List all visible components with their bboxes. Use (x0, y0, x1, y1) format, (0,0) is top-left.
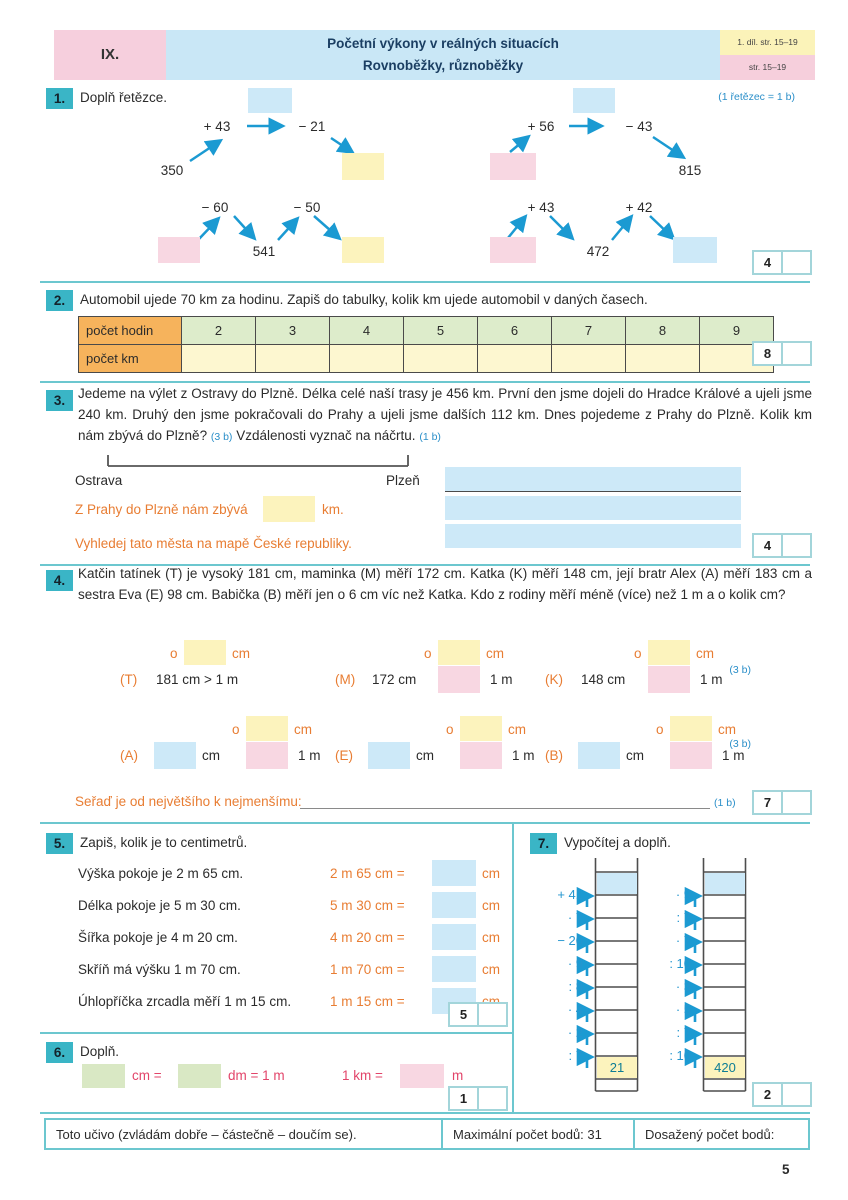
score-max-ex4: 7 (763, 795, 772, 810)
ladder1-op: · 2 (567, 1025, 583, 1040)
ex6-eq2-start: 1 km = (342, 1068, 383, 1083)
compare-box-b[interactable] (670, 742, 712, 769)
exercise3-points2: (1 b) (419, 431, 441, 443)
diff-box-a[interactable] (246, 716, 288, 741)
score-earned-ex6[interactable] (477, 1088, 506, 1109)
km-cell[interactable] (330, 345, 404, 373)
o-label: o (424, 646, 432, 661)
score-max-ex6: 1 (459, 1091, 468, 1106)
chain3-start-box[interactable] (490, 153, 536, 180)
chain4-start-box[interactable] (490, 237, 536, 263)
diff-box-b[interactable] (670, 716, 712, 741)
exercise4-number: 4. (46, 570, 73, 591)
chain4-op2: + 42 (625, 200, 653, 215)
km-cell[interactable] (626, 345, 700, 373)
ladder1-op: + 41 (557, 887, 583, 902)
ladder2-result: 420 (705, 1057, 745, 1078)
ex5-answer-box[interactable] (432, 924, 476, 950)
score-max-ex1: 4 (763, 255, 772, 270)
hours-cell: 2 (182, 317, 256, 345)
ex5-unit: cm (482, 866, 500, 881)
ladder2-op: : 10 (669, 1048, 691, 1063)
footer-assessment-bar (44, 1118, 810, 1150)
ex5-expression: 1 m 15 cm = (330, 994, 405, 1009)
person-t-value: 181 cm > 1 m (156, 672, 239, 687)
km-cell[interactable] (478, 345, 552, 373)
score-box-ex5 (448, 1002, 508, 1027)
ex5-sentence: Šířka pokoje je 4 m 20 cm. (78, 930, 238, 945)
one-m-label: 1 m (512, 748, 535, 763)
cm-label: cm (294, 722, 312, 737)
cm-label: cm (718, 722, 736, 737)
person-t-label: (T) (120, 672, 138, 687)
exercise3-points1: (3 b) (210, 431, 233, 443)
score-max-ex7: 2 (763, 1087, 772, 1102)
hours-cell: 6 (478, 317, 552, 345)
cm-label: cm (486, 646, 504, 661)
score-earned-ex5[interactable] (477, 1004, 506, 1025)
ex5-sentence: Výška pokoje je 2 m 65 cm. (78, 866, 244, 881)
chain1-op1: + 43 (203, 119, 231, 134)
sort-prompt: Seřaď je od největšího k nejmenšímu: (75, 794, 302, 809)
compare-box-a[interactable] (246, 742, 288, 769)
person-k-label: (K) (545, 672, 563, 687)
route-line (108, 455, 408, 466)
chain3-end: 815 (678, 163, 702, 178)
map-prompt: Vyhledej tato města na mapě České republiky. (75, 536, 352, 551)
hours-cell: 5 (404, 317, 478, 345)
ladder2-op: · 3 (675, 979, 691, 994)
ladder1-op: − 20 (557, 933, 583, 948)
ladder1-op: · 7 (567, 910, 583, 925)
ex5-unit: cm (482, 962, 500, 977)
chain4-mid: 472 (586, 244, 610, 259)
exercise2-number: 2. (46, 290, 73, 311)
ladder1-op: : 8 (568, 979, 583, 994)
exercise1-prompt: Doplň řetězce. (80, 90, 168, 105)
o-label: o (634, 646, 642, 661)
person-m-value: 172 cm (372, 672, 417, 687)
reference-pages-bottom: str. 15–19 (720, 55, 815, 80)
exercise1-number: 1. (46, 88, 73, 109)
hours-cell: 9 (700, 317, 774, 345)
row-header-km: počet km (79, 345, 182, 373)
chain4-result-box[interactable] (673, 237, 717, 263)
ex5-expression: 4 m 20 cm = (330, 930, 405, 945)
chain3-op1: + 56 (527, 119, 555, 134)
exercise3-number: 3. (46, 390, 73, 411)
exercise3-text2: Vzdálenosti vyznač na náčrtu. (236, 428, 416, 443)
ex6-eq1-mid: cm = (132, 1068, 162, 1083)
exercise1-points-note: (1 řetězec = 1 b) (718, 91, 795, 103)
exercise7-number: 7. (530, 833, 557, 854)
ladder1-result: 21 (597, 1057, 637, 1078)
ex5-answer-box[interactable] (432, 956, 476, 982)
hours-cell: 8 (626, 317, 700, 345)
cm-label: cm (232, 646, 250, 661)
answer-km-box[interactable] (263, 496, 315, 522)
page-title-line1: Početní výkony v reálných situacích (327, 36, 559, 51)
exercise5-prompt: Zapiš, kolik je to centimetrů. (80, 835, 248, 850)
sort-answer-line[interactable] (300, 792, 710, 809)
km-cell[interactable] (182, 345, 256, 373)
one-m-label: 1 m (722, 748, 745, 763)
ex5-unit: cm (482, 930, 500, 945)
row-header-hours: počet hodin (79, 317, 182, 345)
one-m-label: 1 m (298, 748, 321, 763)
section-divider (40, 1032, 512, 1034)
achieved-points-label[interactable]: Dosažený počet bodů: (645, 1126, 775, 1142)
ex6-eq1-end: dm = 1 m (228, 1068, 285, 1083)
table-row (79, 345, 774, 373)
km-cell[interactable] (256, 345, 330, 373)
cm-unit: cm (416, 748, 434, 763)
compare-box-m[interactable] (438, 666, 480, 693)
route-city-left: Ostrava (75, 473, 123, 488)
ladder2-start-box[interactable] (705, 873, 745, 894)
ex6-cm-box[interactable] (82, 1064, 125, 1088)
chain2-op1: − 60 (201, 200, 229, 215)
one-m-label: 1 m (490, 672, 513, 687)
score-max-ex5: 5 (459, 1007, 468, 1022)
person-a-label: (A) (120, 748, 138, 763)
ladder1-start-box[interactable] (597, 873, 637, 894)
km-cell[interactable] (404, 345, 478, 373)
chain3-op2: − 43 (625, 119, 653, 134)
compare-box-e[interactable] (460, 742, 502, 769)
score-box-ex6 (448, 1086, 508, 1111)
height-box-e[interactable] (368, 742, 410, 769)
table-row (79, 317, 774, 345)
height-box-a[interactable] (154, 742, 196, 769)
workspace-line-2[interactable] (445, 496, 741, 520)
ex6-dm-box[interactable] (178, 1064, 221, 1088)
person-e-label: (E) (335, 748, 353, 763)
chain2-result-box[interactable] (342, 237, 384, 263)
cm-unit: cm (202, 748, 220, 763)
score-box-ex2 (752, 341, 812, 366)
exercise4-text: Katčin tatínek (T) je vysoký 181 cm, maminka (M) měří 172 cm. Katka (K) měří 148 cm, její bratr Alex (A) měří 183 cm a sestra Eva (E) 98 cm. Babička (B) měří jen o 6 cm víc než Katka. Kdo z rodiny měří méně (více) než 1 m a o kolik cm? (78, 566, 812, 602)
ex5-answer-box[interactable] (432, 860, 476, 886)
sort-points-note: (1 b) (714, 797, 736, 809)
chain2-mid: 541 (252, 244, 276, 259)
ex5-sentence: Délka pokoje je 5 m 30 cm. (78, 898, 241, 913)
chain1-op2: − 21 (298, 119, 326, 134)
compare-box-k[interactable] (648, 666, 690, 693)
diff-box-t[interactable] (184, 640, 226, 665)
cm-label: cm (696, 646, 714, 661)
score-box-ex3 (752, 533, 812, 558)
ladder1-op: · 9 (567, 956, 583, 971)
o-label: o (232, 722, 240, 737)
max-points-label: Maximální počet bodů: 31 (443, 1120, 635, 1148)
page-number: 5 (782, 1162, 790, 1177)
person-m-label: (M) (335, 672, 356, 687)
ex5-answer-box[interactable] (432, 892, 476, 918)
score-max-ex2: 8 (763, 346, 772, 361)
chain1-start: 350 (160, 163, 184, 178)
section-divider (40, 1112, 810, 1114)
cm-label: cm (508, 722, 526, 737)
hours-cell: 3 (256, 317, 330, 345)
reference-pages-top: 1. díl. str. 15–19 (720, 30, 815, 55)
speed-table (78, 316, 774, 373)
height-box-b[interactable] (578, 742, 620, 769)
diff-box-e[interactable] (460, 716, 502, 741)
score-box-ex1 (752, 250, 812, 275)
chain3-answer-box[interactable] (573, 88, 615, 113)
o-label: o (446, 722, 454, 737)
ex5-sentence: Skříň má výšku 1 m 70 cm. (78, 962, 241, 977)
chain4-op1: + 43 (527, 200, 555, 215)
chapter-badge: IX. (54, 30, 166, 80)
ex5-unit: cm (482, 898, 500, 913)
points-note-row1: (3 b) (729, 664, 751, 676)
exercise7-prompt: Vypočítej a doplň. (564, 835, 671, 850)
diff-box-k[interactable] (648, 640, 690, 665)
chain1-answer-box[interactable] (248, 88, 292, 113)
self-assessment-label: Toto učivo (zvládám dobře – částečně – doučím se). (46, 1120, 443, 1148)
ladder2-op: · 5 (675, 1002, 691, 1017)
o-label: o (656, 722, 664, 737)
score-earned-ex7[interactable] (781, 1084, 810, 1105)
score-max-ex3: 4 (763, 538, 772, 553)
one-m-label: 1 m (700, 672, 723, 687)
answer-sentence-suffix: km. (322, 502, 344, 517)
diff-box-m[interactable] (438, 640, 480, 665)
ex5-sentence: Úhlopříčka zrcadla měří 1 m 15 cm. (78, 994, 292, 1009)
ladder2-op: · 9 (675, 887, 691, 902)
section-divider (40, 822, 810, 824)
exercise3-text (78, 383, 812, 448)
ladder1-op: · 4 (567, 1002, 583, 1017)
score-earned-ex1[interactable] (781, 252, 810, 273)
chain2-start-box[interactable] (158, 237, 200, 263)
km-cell[interactable] (552, 345, 626, 373)
ladder2-op: : 7 (676, 1025, 691, 1040)
o-label: o (170, 646, 178, 661)
chain-arrows (190, 126, 683, 240)
exercise2-prompt: Automobil ujede 70 km za hodinu. Zapiš do tabulky, kolik km ujede automobil v daných časech. (80, 292, 648, 307)
ex5-expression: 1 m 70 cm = (330, 962, 405, 977)
exercise6-prompt: Doplň. (80, 1044, 120, 1059)
score-box-ex7 (752, 1082, 812, 1107)
chain1-result-box[interactable] (342, 153, 384, 180)
score-earned-ex2[interactable] (781, 343, 810, 364)
person-b-label: (B) (545, 748, 563, 763)
score-earned-ex3[interactable] (781, 535, 810, 556)
score-earned-ex4[interactable] (781, 792, 810, 813)
section-divider (40, 281, 810, 283)
cm-unit: cm (626, 748, 644, 763)
ex5-expression: 5 m 30 cm = (330, 898, 405, 913)
ladder2-op: · 7 (675, 933, 691, 948)
person-k-value: 148 cm (581, 672, 626, 687)
hours-cell: 7 (552, 317, 626, 345)
exercise5-number: 5. (46, 833, 73, 854)
hours-cell: 4 (330, 317, 404, 345)
workspace-line-3[interactable] (445, 524, 741, 548)
page-title-line2: Rovnoběžky, různoběžky (362, 58, 524, 73)
answer-sentence-prefix: Z Prahy do Plzně nám zbývá (75, 502, 248, 517)
score-box-ex4 (752, 790, 812, 815)
ladder1-op: : 7 (568, 1048, 583, 1063)
ex6-eq2-end: m (452, 1068, 464, 1083)
ex6-m-box[interactable] (400, 1064, 444, 1088)
ladder2-op: : 10 (669, 956, 691, 971)
points-note-row2: (3 b) (729, 738, 751, 750)
ex5-expression: 2 m 65 cm = (330, 866, 405, 881)
route-city-right: Plzeň (386, 473, 420, 488)
ladder2-op: : 7 (676, 910, 691, 925)
chain2-op2: − 50 (293, 200, 321, 215)
page-title (166, 30, 720, 80)
exercise3-text-body: Jedeme na výlet z Ostravy do Plzně. Délka celé naší trasy je 456 km. První den jsme dojeli do Hradce Králové a ujeli jsme 240 km. Druhý den jsme pokračovali do Prahy a ujeli jsme dalších 112 km. Dnes pojedeme z Prahy do Plzně. Kolik km nám zbývá do Plzně? (78, 386, 812, 443)
exercise6-number: 6. (46, 1042, 73, 1063)
column-divider (512, 822, 514, 1114)
workspace-line-1[interactable] (445, 467, 741, 492)
